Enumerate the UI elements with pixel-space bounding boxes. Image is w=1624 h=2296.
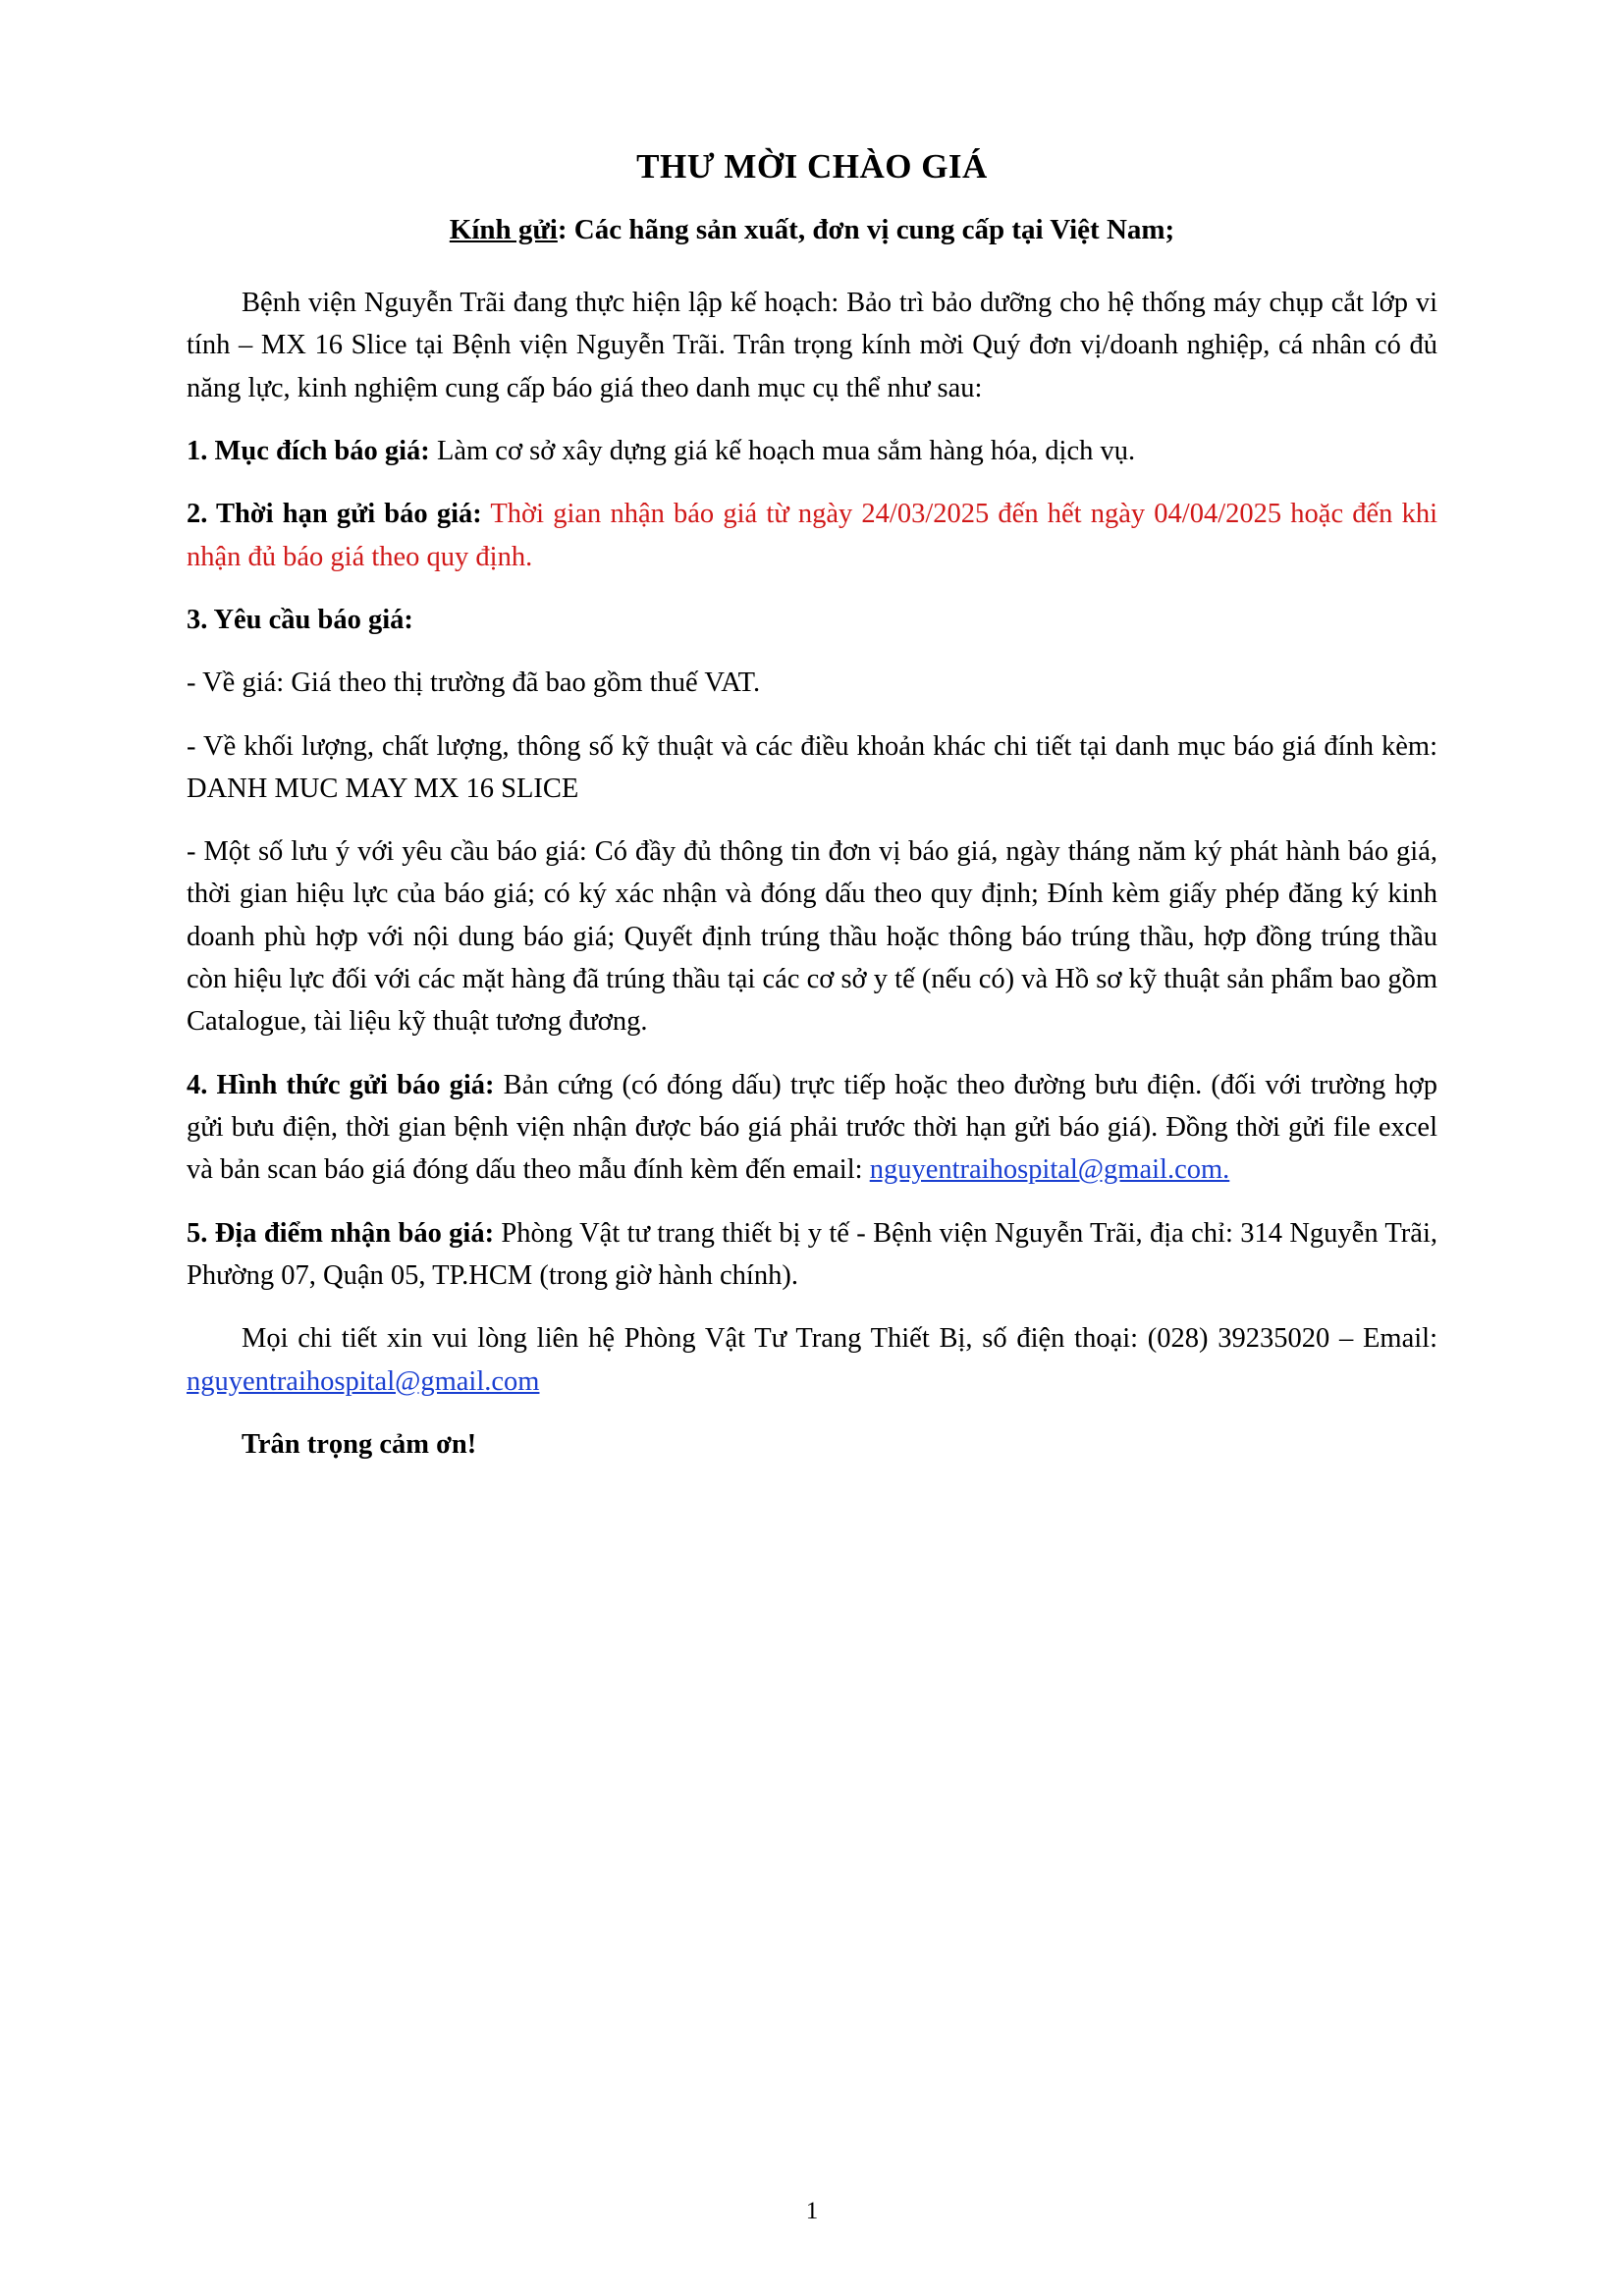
section-5-label: 5. Địa điểm nhận báo giá:: [187, 1217, 495, 1249]
email-link-1[interactable]: nguyentraihospital@gmail.com.: [869, 1154, 1230, 1186]
section-5: [187, 1212, 1437, 1298]
closing-paragraph: [187, 1423, 1437, 1466]
addressee-line: [187, 214, 1437, 246]
addressee-separator: :: [557, 214, 574, 245]
section-3-bullet-2: - Về khối lượng, chất lượng, thông số kỹ thuật và các điều khoản khác chi tiết tại danh mục báo giá đính kèm: DANH MUC MAY MX 16 SLICE: [187, 730, 1437, 804]
section-2: [187, 493, 1437, 578]
email-link-2[interactable]: nguyentraihospital@gmail.com: [187, 1365, 540, 1397]
section-3-bullet-1: - Về giá: Giá theo thị trường đã bao gồm thuế VAT.: [187, 667, 761, 699]
intro-paragraph: Bệnh viện Nguyễn Trãi đang thực hiện lập kế hoạch: Bảo trì bảo dưỡng cho hệ thống máy chụp cắt lớp vi tính – MX 16 Slice tại Bệnh viện Nguyễn Trãi. Trân trọng kính mời Quý đơn vị/doanh nghiệp, cá nhân có đủ năng lực, kinh nghiệm cung cấp báo giá theo danh mục cụ thể như sau:: [187, 288, 1437, 403]
section-5-text: Phòng Vật tư trang thiết bị y tế - Bệnh viện Nguyễn Trãi, địa chỉ: 314 Nguyễn Trãi, Phường 07, Quận 05, TP.HCM (trong giờ hành chính).: [187, 1217, 1437, 1291]
section-4-label: 4. Hình thức gửi báo giá:: [187, 1069, 495, 1100]
addressee-label: Kính gửi: [449, 214, 558, 245]
section-4-text: Bản cứng (có đóng dấu) trực tiếp hoặc theo đường bưu điện. (đối với trường hợp gửi bưu điện, thời gian bệnh viện nhận được báo giá phải trước thời hạn gửi báo giá). Đồng thời gửi file excel và bản scan báo giá đóng dấu theo mẫu đính kèm đến email:: [187, 1069, 1437, 1186]
section-1-text: Làm cơ sở xây dựng giá kế hoạch mua sắm hàng hóa, dịch vụ.: [429, 435, 1136, 466]
section-1: [187, 430, 1437, 472]
section-2-label: 2. Thời hạn gửi báo giá:: [187, 499, 482, 530]
section-3-bullet-3: - Một số lưu ý với yêu cầu báo giá: Có đầy đủ thông tin đơn vị báo giá, ngày tháng năm ký phát hành báo giá, thời gian hiệu lực của báo giá; có ký xác nhận và đóng dấu theo quy định; Đính kèm giấy phép đăng ký kinh doanh phù hợp với nội dung báo giá; Quyết định trúng thầu hoặc thông báo trúng thầu, hợp đồng trúng thầu còn hiệu lực đối với các mặt hàng đã trúng thầu tại các cơ sở y tế (nếu có) và Hồ sơ kỹ thuật sản phẩm bao gồm Catalogue, tài liệu kỹ thuật tương đương.: [187, 836, 1437, 1038]
section-4: [187, 1064, 1437, 1192]
addressee-value: Các hãng sản xuất, đơn vị cung cấp tại Việt Nam;: [573, 214, 1175, 245]
section-2-text: Thời gian nhận báo giá từ ngày 24/03/2025 đến hết ngày 04/04/2025 hoặc đến khi nhận đủ báo giá theo quy định.: [187, 499, 1437, 572]
contact-text: Mọi chi tiết xin vui lòng liên hệ Phòng Vật Tư Trang Thiết Bị, số điện thoại: (028) 39235020 – Email:: [242, 1323, 1437, 1355]
section-3-heading: [187, 599, 1437, 641]
section-3-label: 3. Yêu cầu báo giá:: [187, 604, 413, 635]
contact-paragraph: [187, 1317, 1437, 1403]
page-number: 1: [805, 2198, 819, 2224]
closing-text: Trân trọng cảm ơn!: [242, 1428, 477, 1460]
page-title: THƯ MỜI CHÀO GIÁ: [636, 147, 988, 186]
section-1-label: 1. Mục đích báo giá:: [187, 435, 430, 466]
